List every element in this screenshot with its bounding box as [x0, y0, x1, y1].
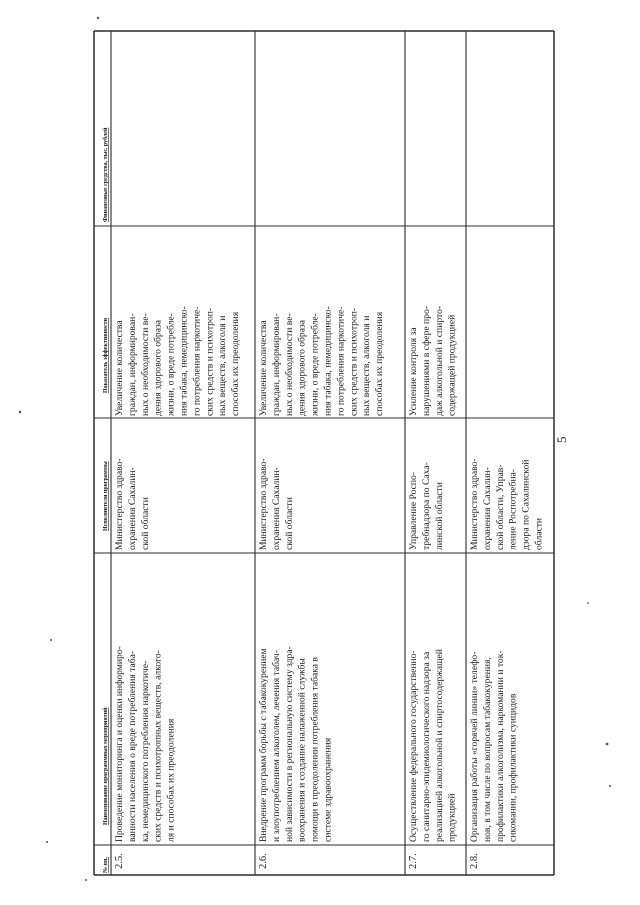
row-executor: Министерство здраво- охранения Сахалин- ской области — [114, 458, 151, 550]
row-indicator: Усиление контроля за нарушениями в сфере про- даж алкогольной и спирто- содержащей продукцией — [408, 305, 458, 416]
row-indicator: Увеличение количества граждан, информирован- ных о необходимости ве- дения здорового образа жизни, о вреде потребле- ния табака, немедицинско- го потребления наркотиче- ских средств и психотроп- ных веществ, алкоголя и способах их преодоления — [114, 306, 242, 416]
row-number: 2.7. — [408, 853, 419, 869]
header-finance: Финансовые средства, тыс. рублей — [103, 127, 109, 222]
header-executor: Исполнители программы — [103, 461, 109, 531]
row-activity: Внедрение программ борьбы с табакокурением и злоупотреблением алкоголем, лечения табач- ной зависимости в региональную систему здра- воохранения и создание налаженной службы помощи в преодолении потребления табака в системе здравоохранения — [258, 646, 334, 842]
row-executor: Управление Роспо- требнадзора по Саха- линской области — [408, 462, 445, 550]
row-number: 2.8. — [469, 853, 480, 869]
header-num: № пп. — [103, 857, 109, 873]
header-activity: Наименование программных мероприятий — [103, 707, 109, 825]
row-activity: Проведение мониторинга и оценки информиро- ванности населения о вреде потребления таба- ка, немедицинского потребления наркотиче- ских средств и психотропных веществ, алкого- ля и способах их преодоления — [114, 646, 177, 842]
row-activity: Осуществление федерального государственно- го санитарно-эпидемиологического надзора за реализацией алкогольной и спиртосодержащей продукцией — [408, 649, 458, 842]
row-number: 2.6. — [258, 853, 269, 869]
row-indicator: Увеличение количества граждан, информирован- ных о необходимости ве- дения здорового образа жизни, о вреде потребле- ния табака, немедицинско- го потребления наркотиче- ских средств и психотроп- ных веществ, алкоголя и способах их преодоления — [258, 306, 386, 416]
row-executor: Министерство здраво- охранения Сахалин- ской области, Управ- ление Роспотребна- дзора по Сахалинской области — [469, 458, 545, 550]
page-number: 5 — [554, 436, 569, 443]
row-executor: Министерство здраво- охранения Сахалин- ской области — [258, 458, 295, 550]
header-indicator: Показатель эффективности — [103, 317, 109, 393]
row-number: 2.5. — [114, 853, 125, 869]
row-activity: Организация работы «горячей линии» телефо- нов, в том числе по вопросам табакокурения, профилактики алкоголизма, наркомании и ток- сикомании, профилактики суицидов — [469, 650, 519, 842]
